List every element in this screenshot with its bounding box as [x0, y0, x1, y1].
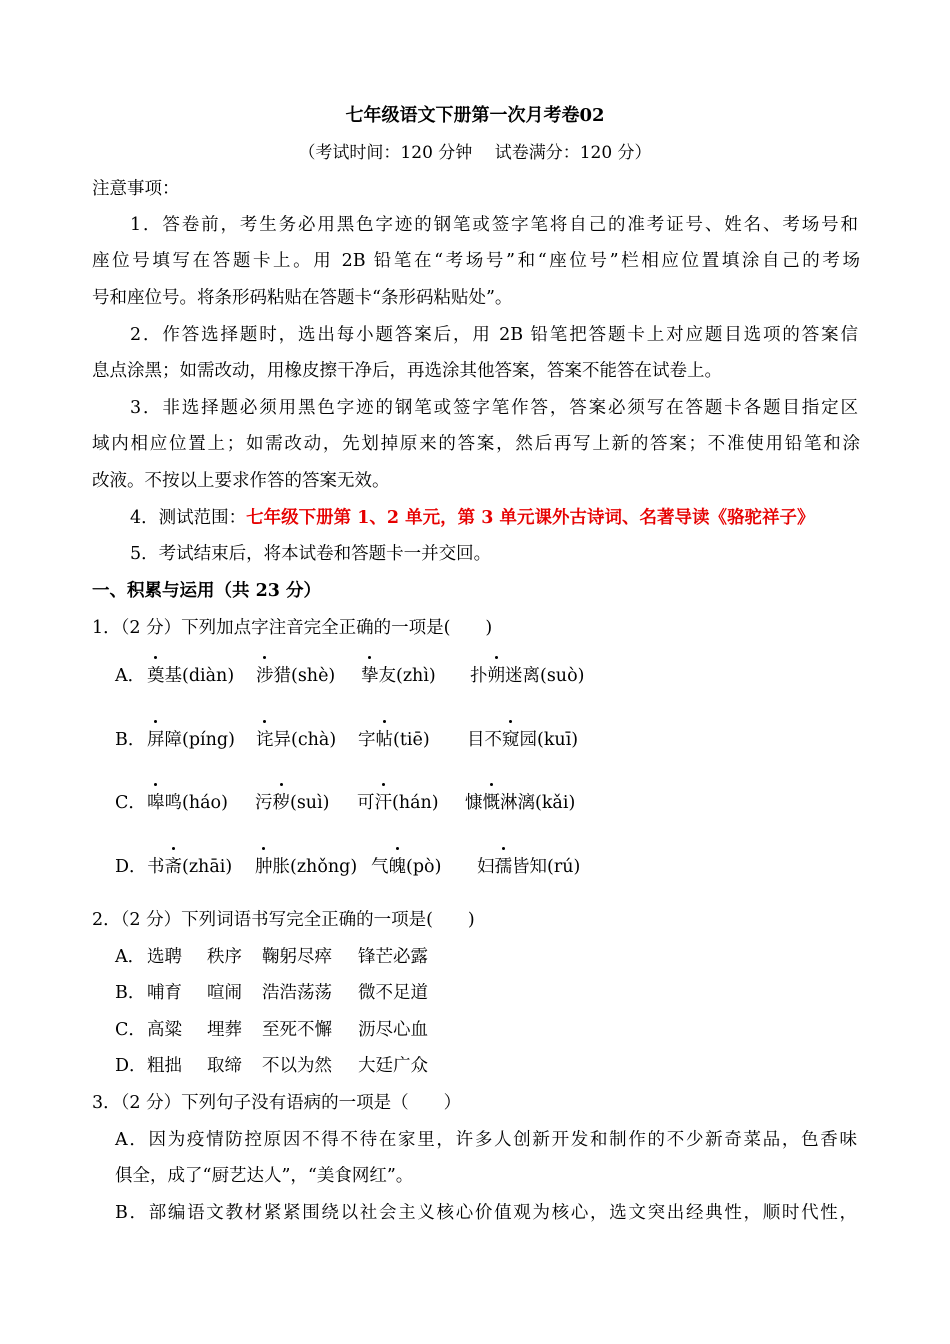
q2-a-word-2: 秩序 — [207, 947, 242, 967]
q2-c-word-3: 至死不懈 — [262, 1020, 332, 1040]
q2-a-word-4: 锋芒必露 — [358, 947, 428, 967]
option-label: C． — [115, 1020, 146, 1040]
option-label: A． — [115, 666, 146, 686]
section-heading: 一、积累与运用（共 23 分） — [92, 581, 322, 601]
q1-d-item-2: 肿胀(zhǒng) — [255, 853, 357, 878]
q2-b-word-1: 哺育 — [147, 983, 182, 1003]
q2-d-word-2: 取缔 — [207, 1056, 242, 1076]
q2-a-word-3: 鞠躬尽瘁 — [262, 947, 332, 967]
q2-c-word-2: 埋葬 — [207, 1020, 242, 1040]
question-3-stem: 3．（2 分）下列句子没有语病的一项是（ ） — [92, 1093, 462, 1113]
q2-b-word-4: 微不足道 — [358, 983, 428, 1003]
q1-c-item-1: 嗥鸣(háo) — [147, 789, 228, 814]
q1-d-item-1: 书斋(zhāi) — [147, 853, 232, 878]
q1-c-item-3: 可汗(hán) — [357, 789, 439, 814]
exam-info: （考试时间：120 分钟 试卷满分：120 分） — [298, 143, 652, 163]
notes-heading: 注意事项： — [92, 179, 180, 199]
q1-b-item-2: 诧异(chà) — [256, 726, 336, 751]
q1-a-item-3: 挚友(zhì) — [361, 662, 436, 687]
note-5: 5．考试结束后，将本试卷和答题卡一并交回。 — [130, 544, 492, 564]
option-label: D． — [115, 857, 147, 877]
q2-c-word-1: 高粱 — [147, 1020, 182, 1040]
note-4-prefix: 4．测试范围： — [130, 508, 247, 528]
note-1-line-3: 号和座位号。将条形码粘贴在答题卡“条形码粘贴处”。 — [92, 288, 513, 308]
note-3-line-2: 域内相应位置上；如需改动，先划掉原来的答案，然后再写上新的答案；不准使用铅笔和涂 — [92, 434, 860, 454]
q3-option-a-line-2: 俱全，成了“厨艺达人”，“美食网红”。 — [115, 1166, 414, 1186]
q1-d-item-4: 妇孺皆知(rú) — [477, 853, 580, 878]
option-label: B． — [115, 983, 146, 1003]
q1-b-item-1: 屏障(píng) — [147, 726, 235, 751]
q3-option-b-line-1: B．部编语文教材紧紧围绕以社会主义核心价值观为核心，选文突出经典性，顺时代性， — [115, 1203, 857, 1223]
note-1-line-2: 座位号填写在答题卡上。用 2B 铅笔在“考场号”和“座位号”栏相应位置填涂自己的考场 — [92, 251, 860, 271]
q2-d-word-3: 不以为然 — [262, 1056, 332, 1076]
q1-a-item-1: 奠基(diàn) — [147, 662, 234, 687]
q2-d-word-4: 大廷广众 — [358, 1056, 428, 1076]
question-1-stem: 1．（2 分）下列加点字注音完全正确的一项是( ) — [92, 618, 493, 638]
q2-a-word-1: 选聘 — [147, 947, 182, 967]
q1-d-item-3: 气魄(pò) — [371, 853, 441, 878]
option-label: C． — [115, 793, 146, 813]
q1-b-item-4: 目不窥园(kuī) — [467, 726, 578, 751]
q2-b-word-2: 喧闹 — [207, 983, 242, 1003]
note-3-line-3: 改液。不按以上要求作答的答案无效。 — [92, 471, 390, 491]
note-2-line-1: 2．作答选择题时，选出每小题答案后，用 2B 铅笔把答题卡上对应题目选项的答案信 — [130, 325, 858, 345]
page-title: 七年级语文下册第一次月考卷02 — [345, 105, 605, 126]
option-label: B． — [115, 730, 146, 750]
q1-b-item-3: 字帖(tiē) — [358, 726, 430, 751]
q2-d-word-1: 粗拙 — [147, 1056, 182, 1076]
option-label: D． — [115, 1056, 147, 1076]
q1-c-item-2: 污秽(suì) — [255, 789, 330, 814]
option-label: A． — [115, 947, 146, 967]
note-3-line-1: 3．非选择题必须用黑色字迹的钢笔或签字笔作答，答案必须写在答题卡各题目指定区 — [130, 398, 858, 418]
note-4 — [130, 504, 898, 529]
question-2-stem: 2．（2 分）下列词语书写完全正确的一项是( ) — [92, 910, 475, 930]
q1-c-item-4: 慷慨淋漓(kǎi) — [465, 789, 575, 814]
note-2-line-2: 息点涂黑；如需改动，用橡皮擦干净后，再选涂其他答案，答案不能答在试卷上。 — [92, 361, 722, 381]
q3-option-a-line-1: A．因为疫情防控原因不得不待在家里，许多人创新开发和制作的不少新奇菜品，色香味 — [115, 1130, 857, 1150]
test-range: 七年级下册第 1、2 单元，第 3 单元课外古诗词、名著导读《骆驼祥子》 — [246, 508, 815, 528]
q1-a-item-4: 扑朔迷离(suò) — [470, 662, 584, 687]
q2-c-word-4: 沥尽心血 — [358, 1020, 428, 1040]
note-1-line-1: 1．答卷前，考生务必用黑色字迹的钢笔或签字笔将自己的准考证号、姓名、考场号和 — [130, 215, 858, 235]
q2-b-word-3: 浩浩荡荡 — [262, 983, 332, 1003]
q1-a-item-2: 涉猎(shè) — [256, 662, 335, 687]
